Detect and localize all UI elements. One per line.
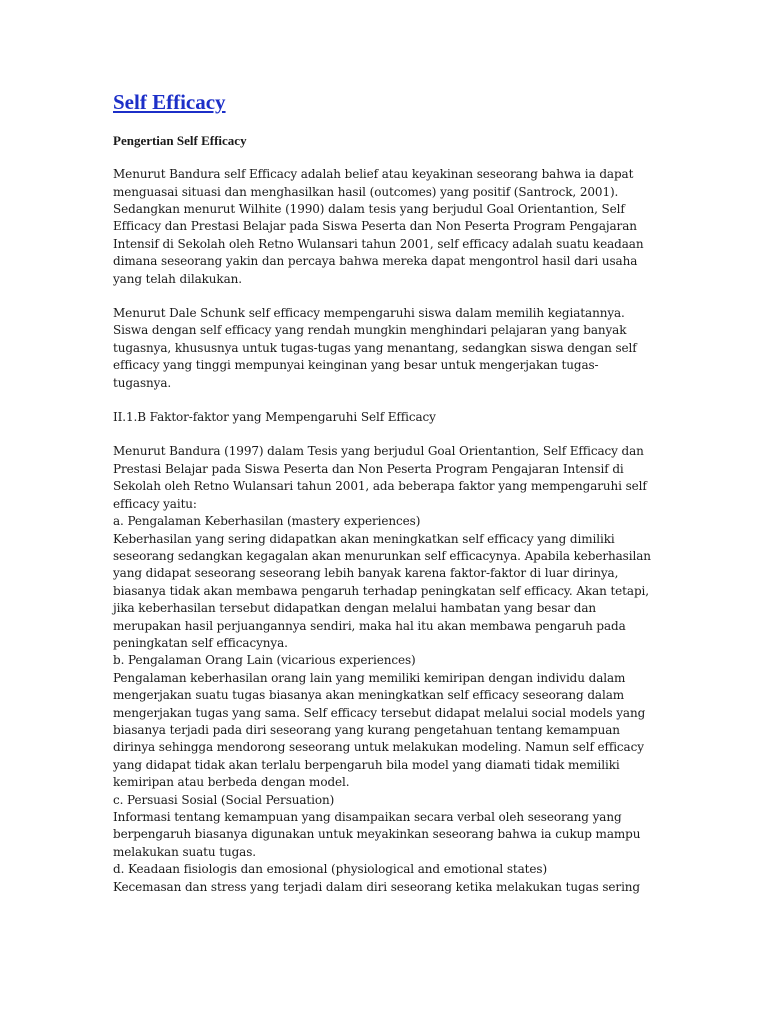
document-body xyxy=(113,90,658,896)
text-line: jika keberhasilan tersebut didapatkan dengan melalui hambatan yang besar dan xyxy=(113,601,597,616)
section-heading: Pengertian Self Efficacy xyxy=(113,133,247,149)
paragraph xyxy=(113,409,658,426)
text-line: a. Pengalaman Keberhasilan (mastery experiences) xyxy=(113,514,421,529)
text-line: tugasnya, khususnya untuk tugas-tugas yang menantang, sedangkan siswa dengan self xyxy=(113,340,637,355)
text-line: dirinya sehingga mendorong seseorang untuk melakukan modeling. Namun self efficacy xyxy=(113,740,644,755)
text-line: dimana seseorang yakin dan percaya bahwa mereka dapat mengontrol hasil dari usaha xyxy=(113,254,638,269)
text-line: yang didapat tidak akan terlalu berpengaruh bila model yang diamati tidak memiliki xyxy=(113,757,620,772)
text-line: biasanya tidak akan membawa pengaruh terhadap peningkatan self efficacy. Akan tetapi, xyxy=(113,583,649,598)
title-link[interactable]: Self Efficacy xyxy=(113,90,226,114)
text-line: Efficacy dan Prestasi Belajar pada Siswa Peserta dan Non Peserta Program Pengajaran xyxy=(113,219,637,234)
text-line: berpengaruh biasanya digunakan untuk meyakinkan seseorang bahwa ia cukup mampu xyxy=(113,827,641,842)
text-line: II.1.B Faktor-faktor yang Mempengaruhi Self Efficacy xyxy=(113,410,436,425)
text-line: Siswa dengan self efficacy yang rendah mungkin menghindari pelajaran yang banyak xyxy=(113,323,627,338)
text-line: tugasnya. xyxy=(113,375,172,390)
text-line: peningkatan self efficacynya. xyxy=(113,635,288,650)
text-line: biasanya terjadi pada diri seseorang yang kurang pengetahuan tentang kemampuan xyxy=(113,722,620,737)
text-line: d. Keadaan fisiologis dan emosional (physiological and emotional states) xyxy=(113,862,548,877)
text-line: Kecemasan dan stress yang terjadi dalam diri seseorang ketika melakukan tugas sering xyxy=(113,879,641,894)
text-line: Intensif di Sekolah oleh Retno Wulansari tahun 2001, self efficacy adalah suatu keadaan xyxy=(113,236,644,251)
text-line: Informasi tentang kemampuan yang disampaikan secara verbal oleh seseorang yang xyxy=(113,810,622,824)
text-line: merupakan hasil perjuangannya sendiri, maka hal itu akan membawa pengaruh pada xyxy=(113,618,626,633)
paragraph xyxy=(113,305,658,392)
text-line: kemiripan atau berbeda dengan model. xyxy=(113,775,350,790)
paragraph xyxy=(113,443,658,896)
text-line: melakukan suatu tugas. xyxy=(113,844,257,859)
paragraph xyxy=(113,166,658,288)
text-line: Menurut Dale Schunk self efficacy mempengaruhi siswa dalam memilih kegiatannya. xyxy=(113,306,625,321)
text-line: Prestasi Belajar pada Siswa Peserta dan Non Peserta Program Pengajaran Intensif di xyxy=(113,461,624,476)
text-line: Keberhasilan yang sering didapatkan akan meningkatkan self efficacy yang dimiliki xyxy=(113,531,615,546)
text-line: c. Persuasi Sosial (Social Persuation) xyxy=(113,792,335,807)
text-line: mengerjakan tugas yang sama. Self efficacy tersebut didapat melalui social models yang xyxy=(113,705,646,720)
text-line: efficacy yaitu: xyxy=(113,496,197,511)
text-line: mengerjakan suatu tugas biasanya akan meningkatkan self efficacy seseorang dalam xyxy=(113,688,625,703)
text-line: yang didapat seseorang seseorang lebih banyak karena faktor-faktor di luar dirinya, xyxy=(113,566,619,581)
text-line: Sedangkan menurut Wilhite (1990) dalam tesis yang berjudul Goal Orientantion, Self xyxy=(113,202,625,216)
text-line: seseorang sedangkan kegagalan akan menurunkan self efficacynya. Apabila keberhasilan xyxy=(113,548,651,563)
text-line: efficacy yang tinggi mempunyai keinginan yang besar untuk mengerjakan tugas- xyxy=(113,358,599,373)
text-line: b. Pengalaman Orang Lain (vicarious experiences) xyxy=(113,653,416,668)
text-line: Menurut Bandura (1997) dalam Tesis yang berjudul Goal Orientantion, Self Efficacy dan xyxy=(113,444,644,459)
text-line: Sekolah oleh Retno Wulansari tahun 2001, ada beberapa faktor yang mempengaruhi self xyxy=(113,479,647,494)
text-line: menguasai situasi dan menghasilkan hasil (outcomes) yang positif (Santrock, 2001). xyxy=(113,184,619,199)
text-line: Menurut Bandura self Efficacy adalah belief atau keyakinan seseorang bahwa ia dapat xyxy=(113,167,634,182)
paragraphs-container xyxy=(113,166,658,896)
text-line: Pengalaman keberhasilan orang lain yang memiliki kemiripan dengan individu dalam xyxy=(113,670,626,685)
text-line: yang telah dilakukan. xyxy=(113,271,242,286)
